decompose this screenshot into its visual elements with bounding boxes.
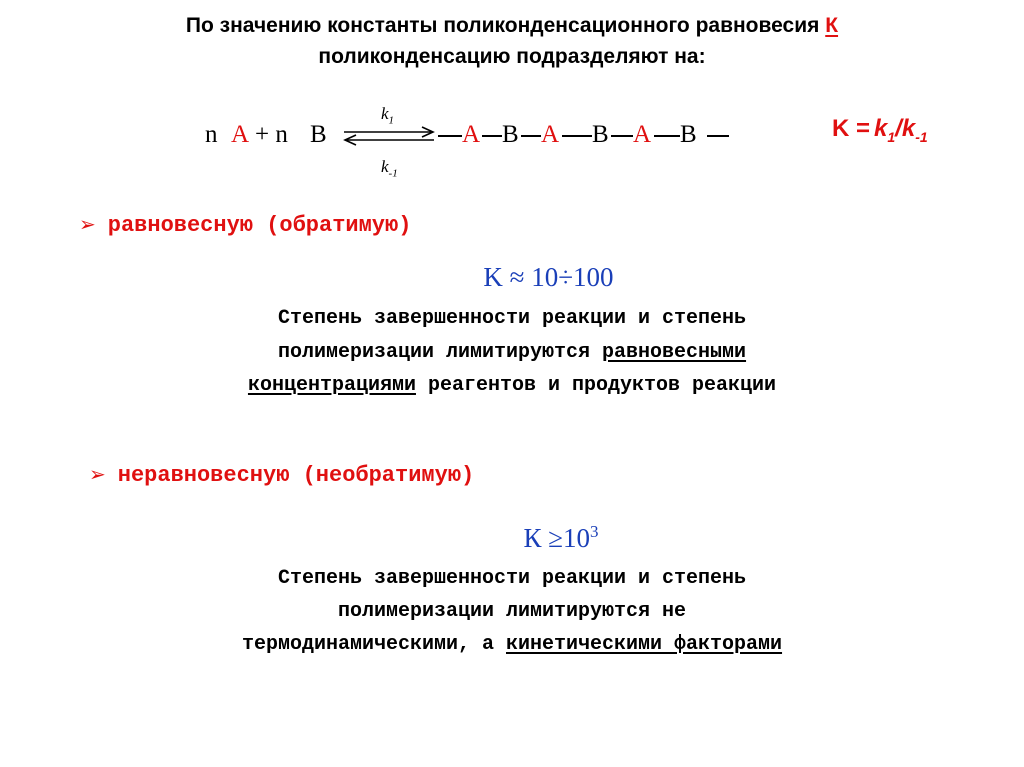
bond: [654, 135, 680, 137]
chain-b: B: [592, 121, 609, 148]
bond: [438, 135, 462, 137]
eq-reagent-b: B: [310, 121, 327, 148]
section2-heading: неравновесную (необратимую): [117, 463, 475, 488]
eq-k-1-label: $k_{-1}$: [381, 157, 398, 180]
underlined-term: концентрациями: [247, 374, 416, 397]
section1-heading: равновесную (обратимую): [107, 213, 412, 238]
bond: [562, 135, 592, 137]
title-line-2: поликонденсацию подразделяют на:: [318, 45, 706, 68]
k-def-slash: /: [895, 115, 902, 142]
k-def-k1-sub: 1: [887, 128, 896, 145]
bullet-arrow-icon: ➢: [89, 464, 106, 486]
chain-b: B: [502, 121, 519, 148]
section1-text-line-1: Степень завершенности реакции и степень: [277, 307, 747, 330]
section2-text-line-2: полимеризации лимитируются не: [337, 600, 687, 623]
section1-text-line-3: концентрациями реагентов и продуктов реакции: [247, 374, 777, 397]
underlined-term: равновесными: [602, 341, 747, 364]
k-def-km1: k: [901, 115, 916, 142]
bond: [482, 135, 502, 137]
bond: [707, 135, 729, 137]
k-def-lhs: K =: [832, 115, 871, 142]
eq-k1-label: $k_1$: [381, 104, 395, 127]
section1-text-line-2: полимеризации лимитируются равновесными: [277, 341, 747, 364]
equilibrium-arrows-icon: [340, 125, 438, 147]
section2-k-value: $К \ge 10^3$: [523, 522, 599, 553]
title-k-symbol: К: [825, 14, 839, 37]
eq-n: n: [205, 121, 218, 148]
section2-text-line-1: Степень завершенности реакции и степень: [277, 567, 747, 590]
bond: [521, 135, 541, 137]
section2-heading-row: [89, 462, 474, 488]
section2-text-line-3: термодинамическими, а кинетическими факторами: [241, 633, 783, 656]
section1-k-value: K ≈ 10÷100: [483, 262, 614, 292]
bond: [611, 135, 633, 137]
bullet-arrow-icon: ➢: [79, 214, 96, 236]
k-def-km1-sub: -1: [915, 128, 928, 145]
eq-plus-n: + n: [255, 121, 288, 148]
title-line-1: [0, 14, 1024, 38]
k-definition: [832, 115, 928, 145]
chain-b: B: [680, 121, 697, 148]
section1-heading-row: [79, 212, 411, 238]
chain-a: A: [541, 121, 560, 148]
chain-a: A: [633, 121, 652, 148]
chain-a: A: [462, 121, 481, 148]
title-text: По значению константы поликонденсационного равновесия: [185, 14, 820, 37]
eq-reagent-a: A: [231, 121, 250, 148]
underlined-term: кинетическими факторами: [506, 633, 783, 656]
k-def-k1: k: [874, 115, 888, 142]
